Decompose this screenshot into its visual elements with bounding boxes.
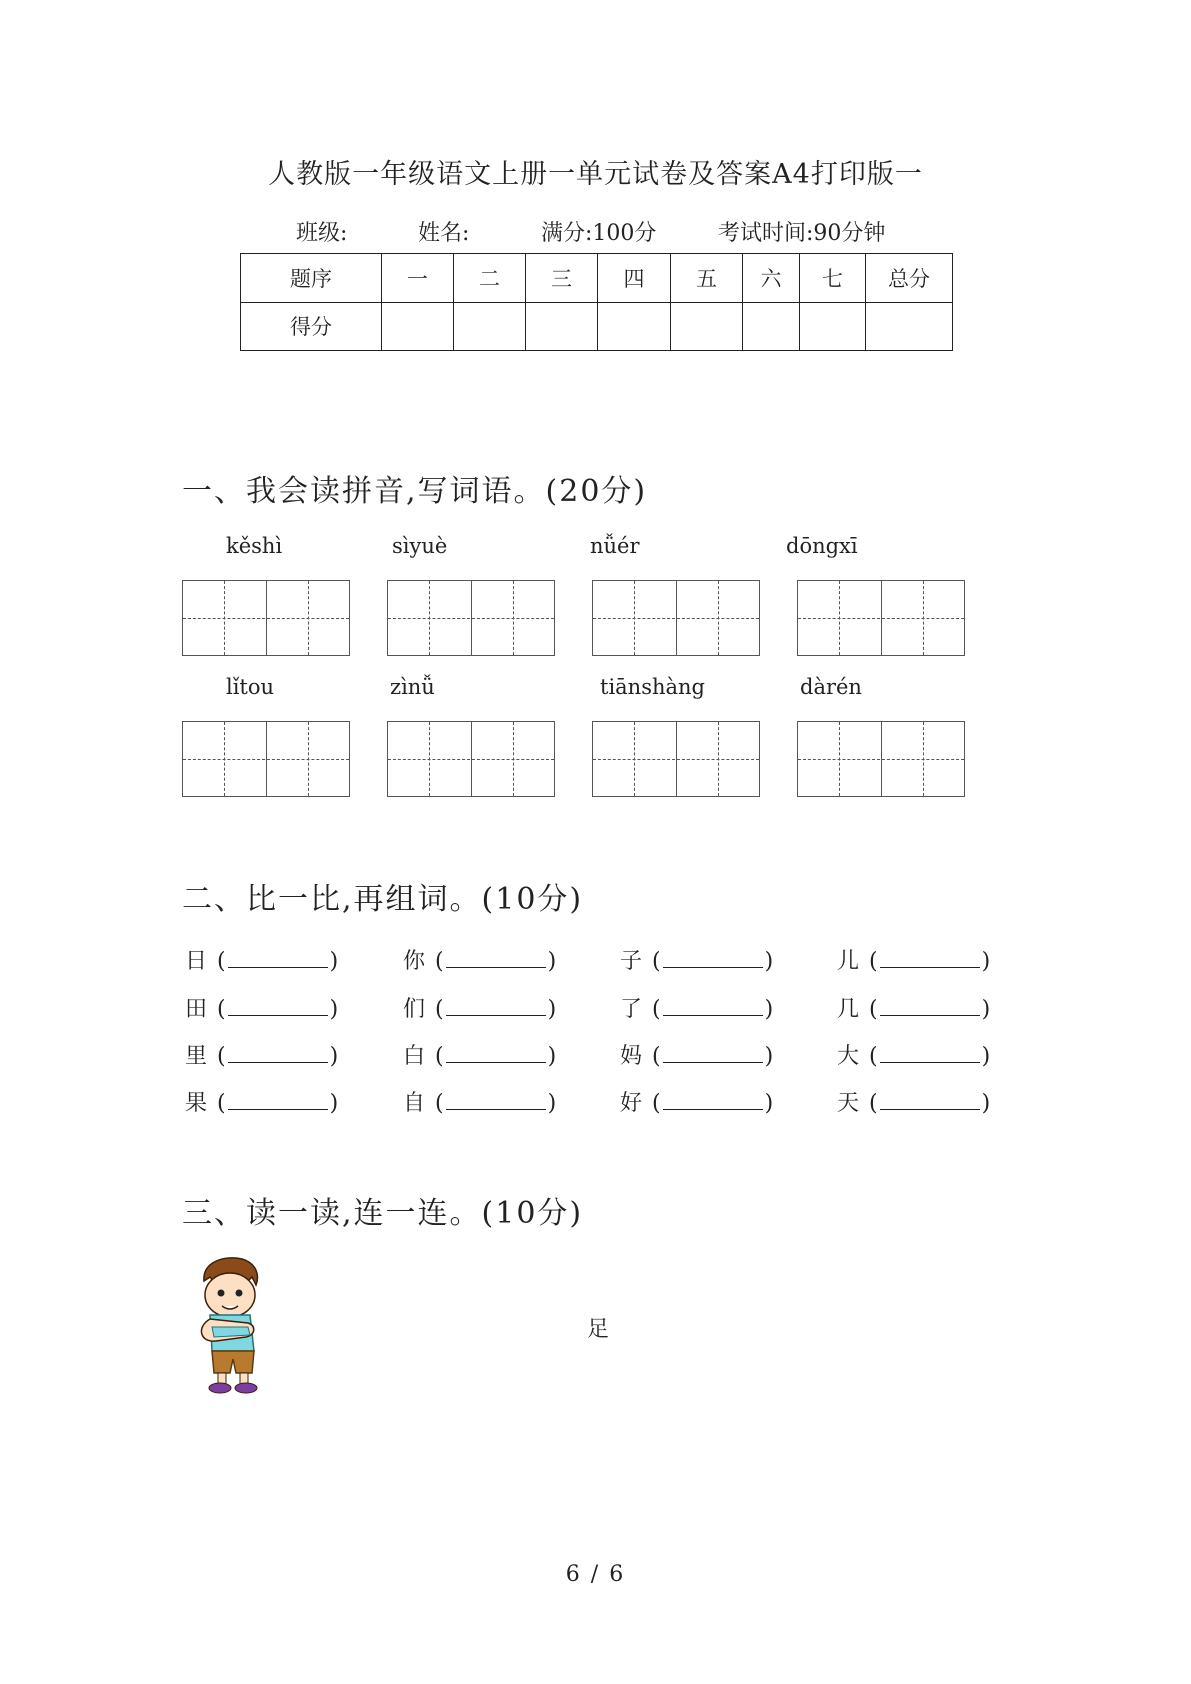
answer-blank[interactable]: [663, 1089, 763, 1110]
paren-open: (: [435, 1044, 444, 1069]
paren-close: ): [329, 1044, 339, 1069]
score-header-cell: 二: [454, 254, 526, 303]
score-table-header-row: [241, 254, 953, 303]
pinyin-label: dōngxī: [786, 534, 858, 558]
answer-blank[interactable]: [880, 995, 980, 1016]
page-number: 6 / 6: [565, 1562, 626, 1587]
compare-item: [837, 1039, 990, 1070]
answer-blank[interactable]: [880, 947, 980, 968]
paren-open: (: [435, 997, 444, 1022]
paren-close: ): [764, 1044, 774, 1069]
pinyin-label: lǐtou: [226, 675, 275, 699]
answer-blank[interactable]: [663, 947, 763, 968]
compare-item: [185, 992, 338, 1023]
name-label: 姓名:: [418, 221, 470, 246]
match-word[interactable]: 足: [587, 1317, 610, 1342]
paren-open: (: [652, 949, 661, 974]
compare-item: [837, 1086, 990, 1117]
score-header-cell: 题序: [241, 254, 382, 303]
compare-item: [403, 992, 556, 1023]
compare-char: 了: [620, 997, 643, 1022]
compare-char: 你: [403, 949, 426, 974]
boy-illustration: [190, 1255, 285, 1395]
compare-item: [620, 992, 773, 1023]
pinyin-label: dàrén: [800, 675, 862, 699]
paren-open: (: [869, 949, 878, 974]
answer-blank[interactable]: [663, 1042, 763, 1063]
compare-char: 里: [185, 1044, 208, 1069]
compare-item: [185, 944, 338, 975]
answer-blank[interactable]: [446, 995, 546, 1016]
compare-item: [403, 944, 556, 975]
full-score-label: 满分:100分: [541, 221, 657, 246]
score-row-label: 得分: [241, 302, 382, 351]
paren-open: (: [217, 1091, 226, 1116]
compare-char: 儿: [837, 949, 860, 974]
paren-open: (: [652, 997, 661, 1022]
paren-close: ): [764, 997, 774, 1022]
paren-close: ): [329, 949, 339, 974]
compare-char: 日: [185, 949, 208, 974]
answer-blank[interactable]: [446, 947, 546, 968]
paren-open: (: [869, 1044, 878, 1069]
writing-grid[interactable]: [592, 721, 760, 797]
paren-open: (: [652, 1091, 661, 1116]
compare-item: [185, 1039, 338, 1070]
paren-open: (: [435, 949, 444, 974]
paren-open: (: [869, 1091, 878, 1116]
compare-item: [403, 1086, 556, 1117]
paren-open: (: [652, 1044, 661, 1069]
writing-grid[interactable]: [797, 580, 965, 656]
score-header-cell: 总分: [866, 254, 953, 303]
score-header-cell: 五: [671, 254, 743, 303]
score-header-cell: 四: [598, 254, 671, 303]
answer-blank[interactable]: [228, 1042, 328, 1063]
pinyin-label: kěshì: [226, 534, 283, 558]
writing-grid[interactable]: [797, 721, 965, 797]
answer-blank[interactable]: [880, 1089, 980, 1110]
score-header-cell: 三: [526, 254, 598, 303]
score-cell[interactable]: [671, 302, 743, 351]
paren-close: ): [547, 1044, 557, 1069]
score-cell[interactable]: [526, 302, 598, 351]
score-table-score-row: [241, 302, 953, 351]
section-1-title: 一、我会读拼音,写词语。(20分): [182, 474, 648, 509]
compare-char: 妈: [620, 1044, 643, 1069]
paren-close: ): [764, 949, 774, 974]
score-header-cell: 七: [800, 254, 866, 303]
paren-close: ): [547, 949, 557, 974]
score-cell[interactable]: [598, 302, 671, 351]
answer-blank[interactable]: [663, 995, 763, 1016]
compare-char: 白: [403, 1044, 426, 1069]
compare-char: 好: [620, 1091, 643, 1116]
score-table: [240, 253, 953, 351]
compare-char: 田: [185, 997, 208, 1022]
compare-char: 几: [837, 997, 860, 1022]
answer-blank[interactable]: [446, 1089, 546, 1110]
writing-grid[interactable]: [592, 580, 760, 656]
paren-close: ): [981, 1044, 991, 1069]
score-header-cell: 一: [382, 254, 454, 303]
answer-blank[interactable]: [228, 995, 328, 1016]
score-header-cell: 六: [743, 254, 800, 303]
compare-char: 天: [837, 1091, 860, 1116]
paren-open: (: [217, 949, 226, 974]
paren-close: ): [981, 1091, 991, 1116]
paren-open: (: [217, 1044, 226, 1069]
compare-char: 自: [403, 1091, 426, 1116]
answer-blank[interactable]: [228, 1089, 328, 1110]
score-cell[interactable]: [382, 302, 454, 351]
paren-close: ): [329, 997, 339, 1022]
compare-char: 们: [403, 997, 426, 1022]
pinyin-label: tiānshàng: [600, 675, 705, 699]
page-title: 人教版一年级语文上册一单元试卷及答案A4打印版一: [268, 159, 923, 190]
paren-close: ): [329, 1091, 339, 1116]
paren-close: ): [981, 949, 991, 974]
compare-item: [837, 992, 990, 1023]
score-cell[interactable]: [743, 302, 800, 351]
paren-close: ): [547, 1091, 557, 1116]
compare-char: 子: [620, 949, 643, 974]
compare-item: [837, 944, 990, 975]
class-label: 班级:: [296, 221, 348, 246]
answer-blank[interactable]: [446, 1042, 546, 1063]
writing-grid[interactable]: [387, 721, 555, 797]
exam-time-label: 考试时间:90分钟: [718, 221, 886, 246]
section-3-title: 三、读一读,连一连。(10分): [182, 1196, 584, 1231]
compare-item: [620, 944, 773, 975]
section-2-title: 二、比一比,再组词。(10分): [182, 882, 584, 917]
writing-grid[interactable]: [387, 580, 555, 656]
answer-blank[interactable]: [228, 947, 328, 968]
paren-close: ): [981, 997, 991, 1022]
writing-grid[interactable]: [182, 721, 350, 797]
paren-open: (: [435, 1091, 444, 1116]
compare-item: [620, 1086, 773, 1117]
score-cell[interactable]: [800, 302, 866, 351]
pinyin-label: zìnǚ: [390, 675, 435, 699]
pinyin-label: sìyuè: [392, 534, 448, 558]
paren-close: ): [547, 997, 557, 1022]
compare-item: [620, 1039, 773, 1070]
compare-item: [185, 1086, 338, 1117]
compare-char: 大: [837, 1044, 860, 1069]
score-cell[interactable]: [454, 302, 526, 351]
compare-char: 果: [185, 1091, 208, 1116]
paren-close: ): [764, 1091, 774, 1116]
pinyin-label: nǚér: [590, 534, 640, 558]
score-cell[interactable]: [866, 302, 953, 351]
paren-open: (: [217, 997, 226, 1022]
writing-grid[interactable]: [182, 580, 350, 656]
paren-open: (: [869, 997, 878, 1022]
compare-item: [403, 1039, 556, 1070]
answer-blank[interactable]: [880, 1042, 980, 1063]
